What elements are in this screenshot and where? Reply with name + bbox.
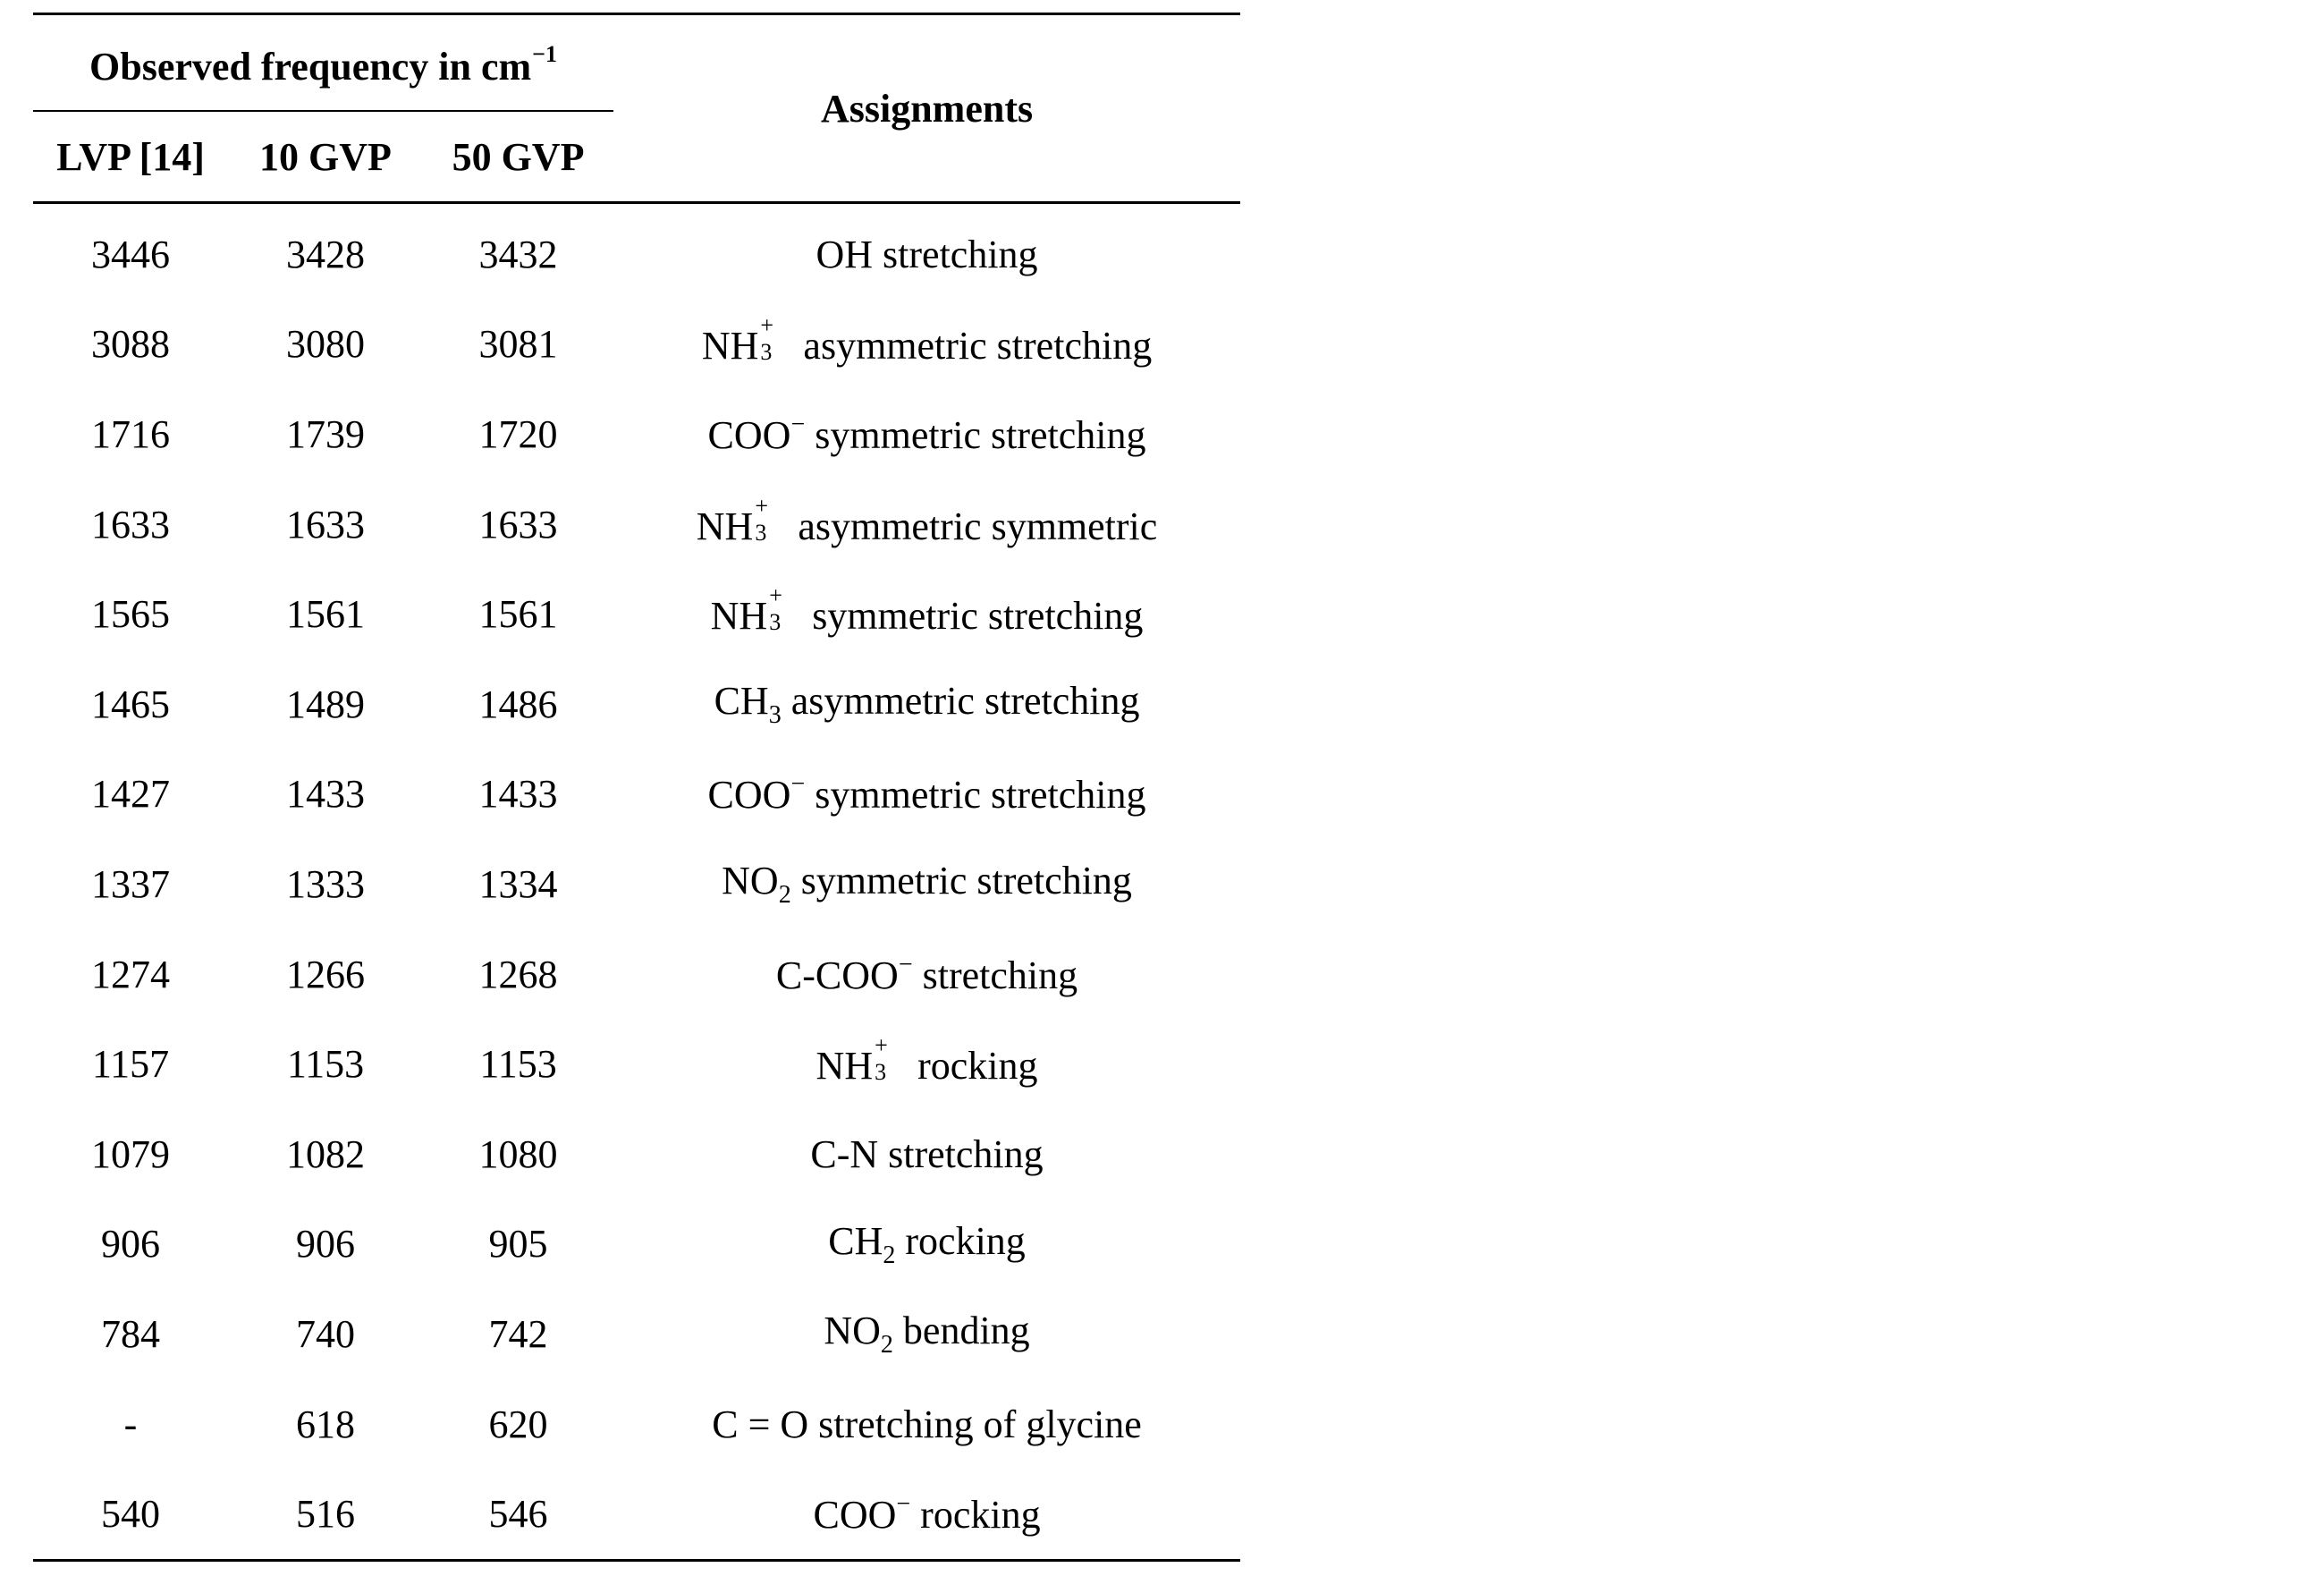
gvp50-value: 546	[488, 1492, 548, 1537]
gvp10-value: 1633	[286, 502, 365, 547]
gvp10-value: 516	[296, 1492, 355, 1537]
assignment-text: symmetric stretching	[815, 412, 1146, 457]
gvp10-value: 906	[296, 1222, 355, 1267]
assignment-cell	[613, 1199, 1240, 1290]
gvp10-value: 1433	[286, 772, 365, 817]
table-row	[33, 1379, 1240, 1470]
species-formula: CH	[828, 1218, 883, 1263]
assignment-text: OH stretching	[816, 232, 1038, 276]
assignment-text: symmetric stretching	[812, 594, 1144, 639]
gvp10-value: 1739	[286, 411, 365, 456]
gvp50-value: 1633	[478, 502, 558, 547]
gvp10-value: 1561	[286, 592, 365, 637]
table-row	[33, 1289, 1240, 1379]
assignment-cell	[613, 750, 1240, 840]
species-formula: COO	[813, 1493, 897, 1538]
table-row	[33, 929, 1240, 1020]
gvp50-value: 1334	[478, 861, 558, 906]
species-formula: NH	[696, 504, 754, 548]
species-formula: NH	[701, 324, 759, 369]
species-formula: NH	[816, 1044, 874, 1089]
column-header-lvp: LVP [14]	[56, 134, 205, 179]
table-row	[33, 1469, 1240, 1560]
gvp10-value: 1333	[286, 861, 365, 906]
assignment-cell	[613, 1469, 1240, 1560]
assignment-text: symmetric stretching	[815, 773, 1146, 818]
table-row	[33, 750, 1240, 840]
species-formula: CH	[714, 679, 769, 724]
assignment-cell	[613, 1379, 1240, 1470]
lvp-value: 1565	[91, 592, 170, 637]
observed-frequency-header	[33, 14, 613, 112]
table-body	[33, 203, 1240, 1561]
lvp-value: 784	[101, 1311, 160, 1356]
assignment-cell	[613, 300, 1240, 390]
assignment-cell	[613, 929, 1240, 1020]
assignment-text: rocking	[920, 1493, 1041, 1538]
gvp50-value: 1268	[478, 952, 558, 996]
lvp-value: 1427	[91, 772, 170, 817]
assignment-cell	[613, 1289, 1240, 1379]
gvp10-value: 1082	[286, 1131, 365, 1176]
species-formula: C-COO	[775, 953, 899, 997]
species-formula: NO	[722, 859, 779, 903]
frequency-table-container	[33, 13, 1240, 1562]
subscript-mark: 2	[883, 1241, 896, 1269]
gvp10-value: 740	[296, 1311, 355, 1356]
assignment-text: symmetric stretching	[800, 859, 1132, 903]
assignment-cell	[613, 839, 1240, 929]
table-row	[33, 1109, 1240, 1199]
ammonium-charge-mark: + 3	[755, 492, 768, 546]
assignment-cell	[613, 389, 1240, 479]
column-header-50gvp: 50 GVP	[452, 134, 585, 179]
gvp50-value: 905	[488, 1222, 548, 1267]
negative-charge-mark: −	[790, 410, 806, 438]
assignment-text: bending	[902, 1309, 1030, 1353]
gvp50-value: 1153	[479, 1042, 557, 1087]
lvp-value: 1157	[91, 1042, 170, 1087]
species-formula: NO	[824, 1309, 881, 1353]
assignments-header: Assignments	[613, 14, 1240, 203]
lvp-value: 1716	[91, 411, 170, 456]
species-formula: NH	[710, 594, 768, 639]
assignment-text: stretching	[922, 953, 1078, 997]
table-row	[33, 389, 1240, 479]
assignment-text: C-N stretching	[810, 1131, 1044, 1176]
table-row	[33, 1019, 1240, 1109]
assignment-text: rocking	[917, 1044, 1038, 1089]
column-header-10gvp: 10 GVP	[259, 134, 392, 179]
unit-exponent: −1	[532, 41, 557, 67]
gvp50-value: 1720	[478, 411, 558, 456]
gvp10-value: 1489	[286, 682, 365, 726]
assignment-text: C = O stretching of glycine	[712, 1402, 1142, 1446]
gvp50-value: 1486	[478, 682, 558, 726]
table-row	[33, 479, 1240, 570]
gvp50-value: 620	[488, 1402, 548, 1446]
gvp10-value: 1153	[286, 1042, 365, 1087]
subscript-mark: 3	[768, 701, 782, 730]
ammonium-charge-mark: + 3	[875, 1032, 888, 1086]
table-row	[33, 300, 1240, 390]
ammonium-charge-mark: + 3	[760, 312, 774, 366]
lvp-value: 3446	[91, 232, 170, 276]
lvp-value: 540	[101, 1492, 160, 1537]
gvp50-value: 1080	[478, 1131, 558, 1176]
assignment-cell	[613, 569, 1240, 659]
header-row-group	[33, 14, 1240, 112]
table-row	[33, 659, 1240, 750]
gvp10-value: 3080	[286, 322, 365, 367]
subscript-mark: 2	[880, 1331, 893, 1360]
assignment-cell	[613, 479, 1240, 570]
negative-charge-mark: −	[790, 770, 806, 799]
negative-charge-mark: −	[898, 950, 913, 979]
table-row	[33, 203, 1240, 300]
frequency-assignment-table	[33, 13, 1240, 1562]
gvp50-value: 1561	[478, 592, 558, 637]
gvp50-value: 3081	[478, 322, 558, 367]
lvp-value: 1079	[91, 1131, 170, 1176]
observed-frequency-label: Observed frequency in cm	[89, 45, 532, 89]
assignment-cell	[613, 1019, 1240, 1109]
assignment-text: asymmetric stretching	[803, 324, 1153, 369]
ammonium-charge-mark: + 3	[769, 582, 782, 636]
gvp10-value: 3428	[286, 232, 365, 276]
lvp-value: 1465	[91, 682, 170, 726]
lvp-value: 1274	[91, 952, 170, 996]
assignment-cell	[613, 1109, 1240, 1199]
assignment-text: rocking	[905, 1218, 1026, 1263]
gvp10-value: 1266	[286, 952, 365, 996]
gvp10-value: 618	[296, 1402, 355, 1446]
table-row	[33, 569, 1240, 659]
lvp-value: 3088	[91, 322, 170, 367]
subscript-mark: 2	[778, 881, 791, 910]
assignment-cell	[613, 203, 1240, 300]
assignment-text: asymmetric stretching	[790, 679, 1140, 724]
table-row	[33, 839, 1240, 929]
negative-charge-mark: −	[896, 1490, 911, 1519]
table-header	[33, 14, 1240, 203]
species-formula: COO	[707, 412, 791, 457]
lvp-value: 1337	[91, 861, 170, 906]
species-formula: COO	[707, 773, 791, 818]
lvp-value: -	[123, 1402, 138, 1446]
gvp50-value: 1433	[478, 772, 558, 817]
gvp50-value: 742	[488, 1311, 548, 1356]
lvp-value: 1633	[91, 502, 170, 547]
assignment-text: asymmetric symmetric	[798, 504, 1158, 548]
assignment-cell	[613, 659, 1240, 750]
table-row	[33, 1199, 1240, 1290]
gvp50-value: 3432	[478, 232, 558, 276]
lvp-value: 906	[101, 1222, 160, 1267]
